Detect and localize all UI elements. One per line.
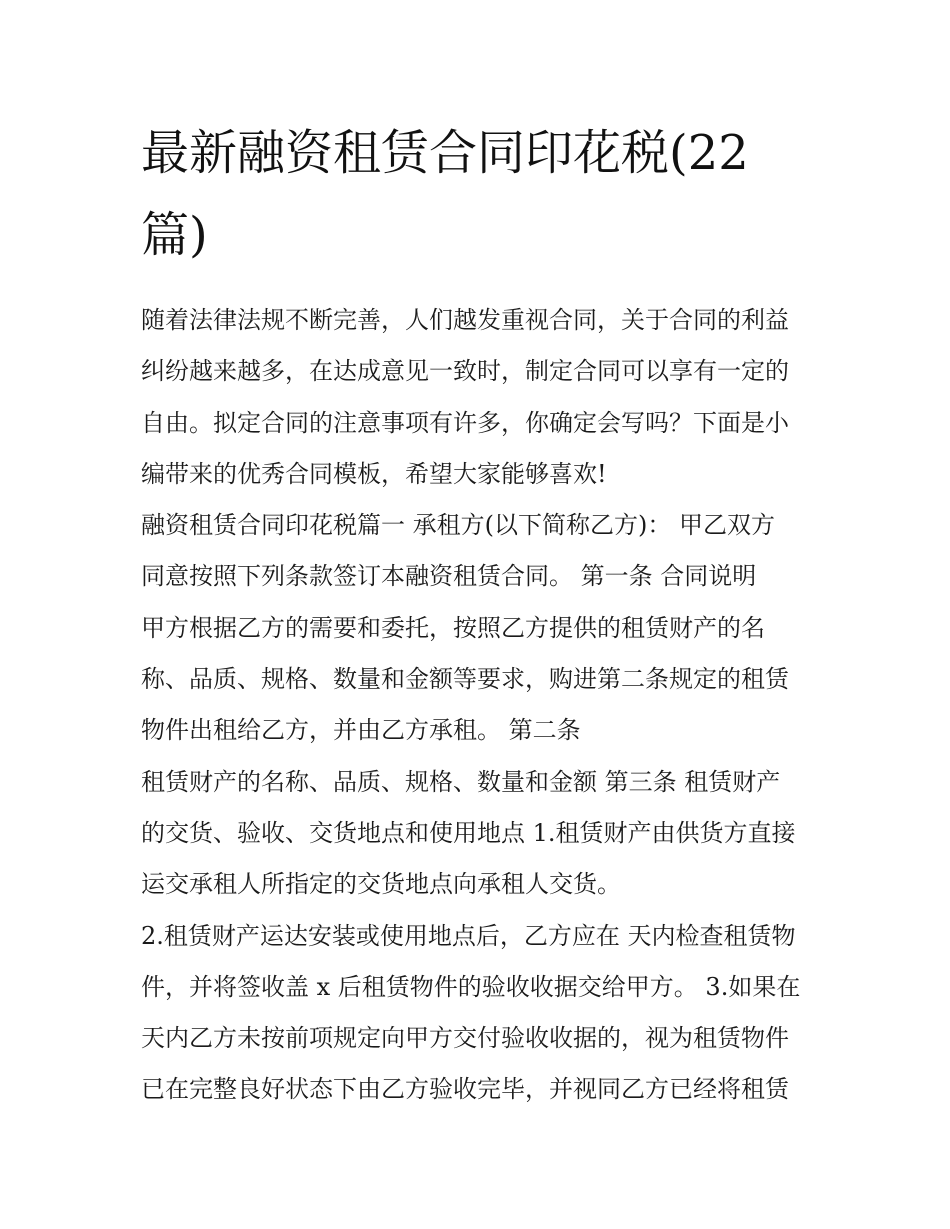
- document-title-line-2: 篇): [141, 207, 208, 263]
- body-line: 2.租赁财产运达安装或使用地点后，乙方应在 天内检查租赁物: [141, 921, 796, 950]
- body-line: 天内乙方未按前项规定向甲方交付验收收据的，视为租赁物件: [141, 1024, 789, 1053]
- body-line: 租赁财产的名称、品质、规格、数量和金额 第三条 租赁财产: [141, 767, 781, 796]
- body-line: 随着法律法规不断完善，人们越发重视合同，关于合同的利益: [141, 306, 789, 334]
- body-line: 件，并将签收盖 x 后租赁物件的验收收据交给甲方。 3.如果在: [141, 972, 801, 1001]
- document-body: [141, 295, 821, 1116]
- document-title: [141, 112, 821, 276]
- body-line: 纠纷越来越多，在达成意见一致时，制定合同可以享有一定的: [141, 357, 789, 386]
- document-title-line-1: 最新融资租赁合同印花税(22: [141, 125, 749, 181]
- body-line: 融资租赁合同印花税篇一 承租方(以下简称乙方)： 甲乙双方: [141, 511, 775, 540]
- body-line: 甲方根据乙方的需要和委托，按照乙方提供的租赁财产的名: [141, 613, 765, 642]
- body-line: 已在完整良好状态下由乙方验收完毕，并视同乙方已经将租赁: [141, 1075, 789, 1104]
- document-page: [141, 112, 821, 1116]
- body-line: 自由。拟定合同的注意事项有许多，你确定会写吗？下面是小: [141, 408, 789, 437]
- body-line: 同意按照下列条款签订本融资租赁合同。 第一条 合同说明: [141, 562, 757, 591]
- body-line: 称、品质、规格、数量和金额等要求，购进第二条规定的租赁: [141, 665, 789, 694]
- body-line: 运交承租人所指定的交货地点向承租人交货。: [141, 870, 621, 899]
- body-line: 物件出租给乙方，并由乙方承租。 第二条: [141, 716, 581, 745]
- body-line: 编带来的优秀合同模板，希望大家能够喜欢!: [141, 459, 607, 488]
- body-line: 的交货、验收、交货地点和使用地点 1.租赁财产由供货方直接: [141, 818, 796, 847]
